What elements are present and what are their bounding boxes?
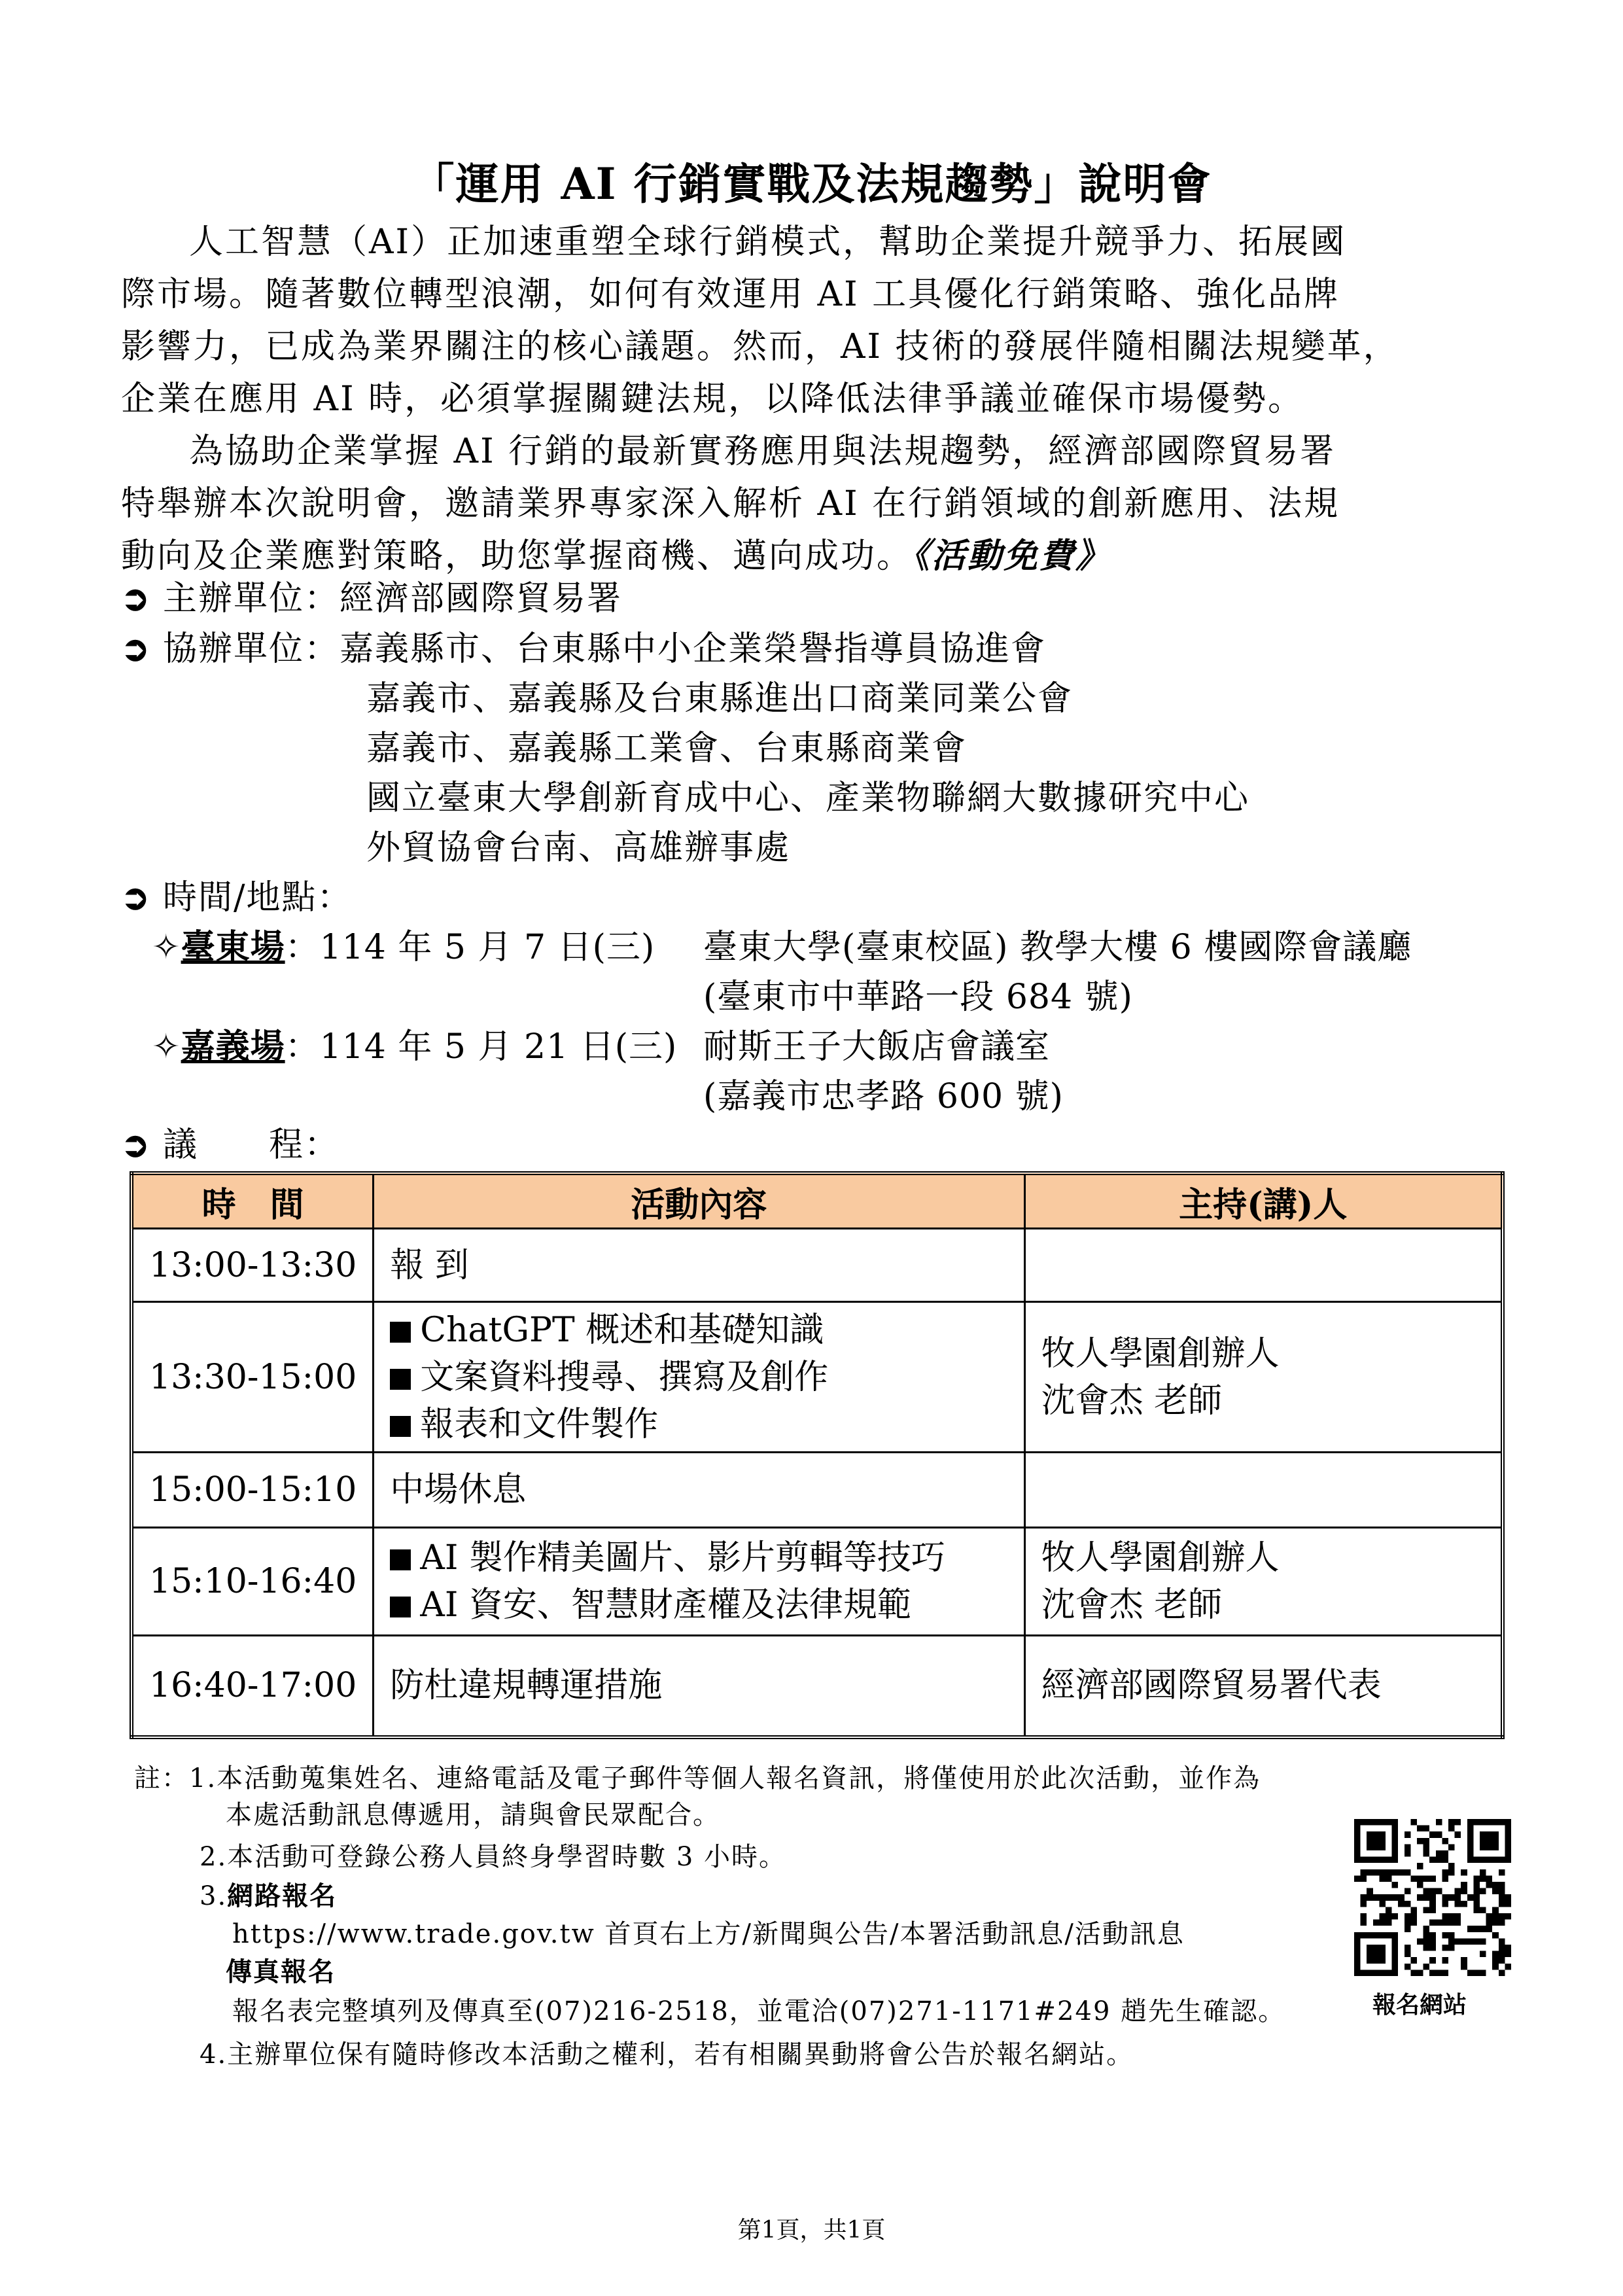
host-line: 沈會杰 老師 (1041, 1585, 1223, 1625)
content-item-text: AI 資安、智慧財產權及法律規範 (420, 1585, 911, 1625)
intro-line: 企業在應用 AI 時，必須掌握關鍵法規，以降低法律爭議並確保市場優勢。 (121, 380, 1304, 419)
time-place-row (121, 873, 353, 923)
host-cell (1024, 1453, 1503, 1528)
arrow-bullet-icon: ➲ (121, 877, 151, 917)
agenda-row (121, 1120, 340, 1170)
co-organizer-line: 嘉義市、嘉義縣工業會、台東縣商業會 (366, 729, 968, 768)
intro-line: 特舉辦本次說明會，邀請業界專家深入解析 AI 在行銷領域的創新應用、法規 (121, 484, 1340, 523)
time-cell: 13:00-13:30 (131, 1229, 374, 1302)
co-organizer-row (121, 624, 1046, 674)
content-item-text: ChatGPT 概述和基礎知識 (420, 1310, 824, 1350)
time-place-label: 時間/地點： (163, 878, 353, 917)
venue-address: (嘉義市忠孝路 600 號) (703, 1077, 1064, 1116)
square-bullet-icon (390, 1369, 411, 1390)
host-cell (1024, 1528, 1503, 1636)
time-cell: 15:10-16:40 (131, 1528, 374, 1636)
time-cell: 13:30-15:00 (131, 1302, 374, 1453)
online-registration-link[interactable]: https://www.trade.gov.tw 首頁右上方/新聞與公告/本署活動訊息/活動訊息 (232, 1919, 1185, 1949)
venue-date: ：114 年 5 月 7 日(三) (285, 928, 655, 967)
note-4: 4.主辦單位保有隨時修改本活動之權利，若有相關異動將會公告於報名網站。 (200, 2040, 1134, 2070)
venue-place: 耐斯王子大飯店會議室 (703, 1027, 1051, 1067)
star-marker-icon: ✧ (152, 1027, 181, 1067)
header-host: 主持(講)人 (1024, 1173, 1503, 1229)
note-3 (200, 1878, 337, 1915)
co-organizer-line: 嘉義縣市、台東縣中小企業榮譽指導員協進會 (340, 629, 1047, 669)
table-row (131, 1453, 1503, 1528)
note-2: 2.本活動可登錄公務人員終身學習時數 3 小時。 (200, 1842, 787, 1872)
content-item: 報 到 (390, 1245, 469, 1285)
free-tag: 《活動免費》 (913, 536, 1112, 576)
content-cell (374, 1453, 1024, 1528)
note-number: 3. (200, 1881, 228, 1911)
table-row (131, 1636, 1503, 1737)
fax-label-text: 傳真報名 (226, 1956, 336, 1987)
header-content: 活動內容 (374, 1173, 1024, 1229)
qr-code-icon[interactable] (1354, 1819, 1511, 1976)
content-item (390, 1581, 1007, 1629)
co-organizer-line: 國立臺東大學創新育成中心、產業物聯網大數據研究中心 (366, 779, 1250, 818)
content-item (390, 1401, 1007, 1448)
content-cell (374, 1528, 1024, 1636)
intro-paragraph-2 (121, 425, 1514, 582)
content-item-text: 文案資料搜尋、撰寫及創作 (420, 1357, 829, 1397)
venue-date: ：114 年 5 月 21 日(三) (285, 1027, 678, 1067)
intro-line: 人工智慧（AI）正加速重塑全球行銷模式，幫助企業提升競爭力、拓展國 (189, 222, 1347, 262)
note-text: 1.本活動蒐集姓名、連絡電話及電子郵件等個人報名資訊，將僅使用於此次活動，並作為 (189, 1763, 1261, 1793)
square-bullet-icon (390, 1322, 411, 1343)
table-row (131, 1229, 1503, 1302)
note-1 (134, 1760, 1261, 1797)
schedule-table (130, 1171, 1505, 1739)
co-organizer-line: 外貿協會台南、高雄辦事處 (366, 828, 791, 868)
table-row (131, 1302, 1503, 1453)
host-line: 經濟部國際貿易署代表 (1041, 1666, 1382, 1706)
square-bullet-icon (390, 1597, 411, 1617)
arrow-bullet-icon: ➲ (121, 629, 151, 669)
content-item (390, 1307, 1007, 1354)
venue-name: 嘉義場 (181, 1027, 285, 1067)
host-line: 牧人學園創辦人 (1041, 1333, 1280, 1373)
content-cell (374, 1302, 1024, 1453)
intro-line: 際市場。隨著數位轉型浪潮，如何有效運用 AI 工具優化行銷策略、強化品牌 (121, 275, 1340, 314)
content-cell (374, 1636, 1024, 1737)
page-title: 「運用 AI 行銷實戰及法規趨勢」說明會 (411, 158, 1212, 209)
intro-line: 影響力，已成為業界關注的核心議題。然而，AI 技術的發展伴隨相關法規變革， (121, 327, 1399, 366)
content-item (390, 1534, 1007, 1581)
table-row (131, 1528, 1503, 1636)
table-header-row (131, 1173, 1503, 1229)
arrow-bullet-icon: ➲ (121, 578, 151, 618)
time-cell: 16:40-17:00 (131, 1636, 374, 1737)
star-marker-icon: ✧ (152, 928, 181, 967)
note-1-cont: 本處活動訊息傳遞用，請與會民眾配合。 (226, 1800, 720, 1830)
venue-address: (臺東市中華路一段 684 號) (703, 978, 1133, 1017)
square-bullet-icon (390, 1416, 411, 1437)
square-bullet-icon (390, 1549, 411, 1570)
organizer-label: 主辦單位： (163, 579, 340, 618)
organizer-row (121, 574, 622, 624)
host-line: 沈會杰 老師 (1041, 1381, 1223, 1421)
page-footer: 第1頁，共1頁 (737, 2217, 886, 2244)
intro-paragraph-1 (121, 216, 1514, 425)
host-cell (1024, 1229, 1503, 1302)
intro-line: 為協助企業掌握 AI 行銷的最新實務應用與法規趨勢，經濟部國際貿易署 (189, 432, 1336, 471)
time-cell: 15:00-15:10 (131, 1453, 374, 1528)
host-line: 牧人學園創辦人 (1041, 1538, 1280, 1578)
content-item: 防杜違規轉運措施 (390, 1666, 663, 1706)
venue-chiayi (152, 1022, 677, 1072)
venue-name: 臺東場 (181, 927, 285, 967)
host-cell (1024, 1636, 1503, 1737)
online-registration-label: 網路報名 (227, 1881, 338, 1911)
organizer-value: 經濟部國際貿易署 (340, 579, 623, 618)
content-cell (374, 1229, 1024, 1302)
agenda-label: 議 程： (163, 1125, 340, 1165)
co-organizer-label: 協辦單位： (163, 629, 340, 669)
intro-line-text: 動向及企業應對策略，助您掌握商機、邁向成功。 (121, 537, 913, 576)
qr-label: 報名網站 (1372, 1991, 1467, 2019)
host-cell (1024, 1302, 1503, 1453)
notes-prefix: 註： (134, 1763, 189, 1793)
header-time: 時 間 (131, 1173, 374, 1229)
fax-registration-label (226, 1954, 336, 1990)
content-item-text: 報表和文件製作 (420, 1404, 659, 1444)
fax-registration-text: 報名表完整填列及傳真至(07)216-2518，並電洽(07)271-1171#249 趙先生確認。 (232, 1996, 1286, 2026)
content-item: 中場休息 (390, 1470, 527, 1510)
content-item-text: AI 製作精美圖片、影片剪輯等技巧 (420, 1538, 945, 1578)
venue-taitung (152, 923, 655, 972)
venue-place: 臺東大學(臺東校區) 教學大樓 6 樓國際會議廳 (703, 928, 1412, 967)
content-item (390, 1354, 1007, 1401)
co-organizer-line: 嘉義市、嘉義縣及台東縣進出口商業同業公會 (366, 679, 1073, 718)
arrow-bullet-icon: ➲ (121, 1125, 151, 1165)
